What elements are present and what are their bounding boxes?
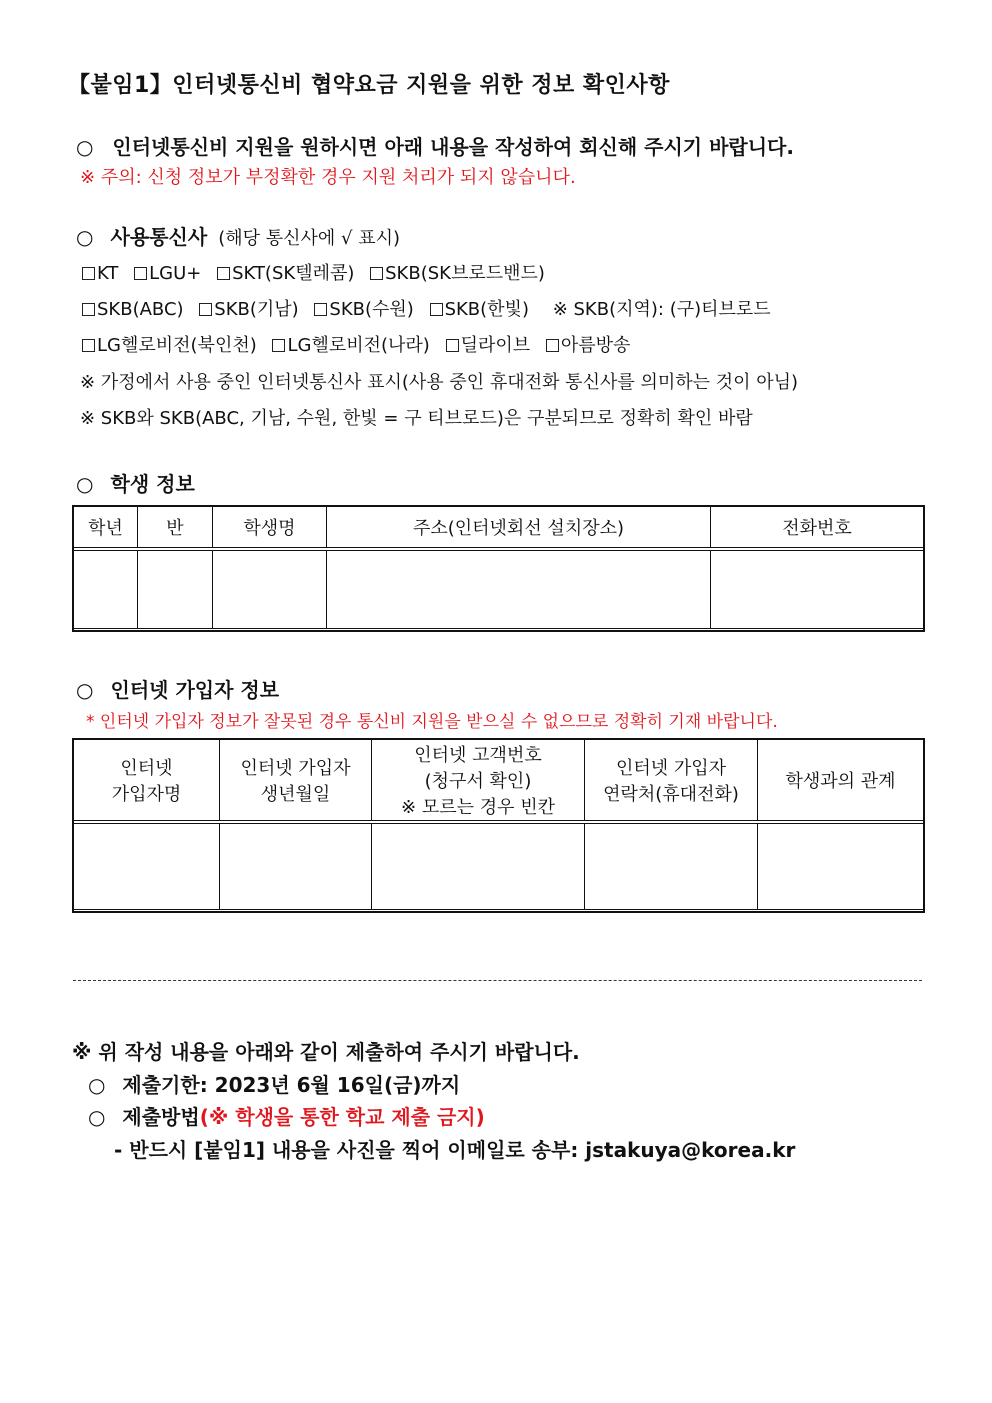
carrier-option-label: LG헬로비전(북인천) — [97, 335, 257, 356]
carrier-option[interactable] — [199, 299, 298, 320]
header-line: (청구서 확인) — [424, 770, 532, 792]
bullet: ○ — [76, 135, 94, 159]
method-label: 제출방법 — [122, 1105, 200, 1129]
submit-heading: ※ 위 작성 내용을 아래와 같이 제출하여 주시기 바랍니다. — [72, 1040, 580, 1064]
column-header: 주소(인터넷회선 설치장소) — [327, 507, 711, 549]
carrier-option-label: LGU+ — [149, 263, 202, 284]
header-line: ※ 모르는 경우 빈칸 — [401, 796, 555, 818]
column-header: 전화번호 — [711, 507, 924, 549]
table-row — [74, 549, 924, 629]
subscriber-heading-line — [76, 674, 279, 703]
customer-number-cell[interactable] — [372, 822, 585, 910]
carrier-option-label: KT — [97, 263, 119, 284]
carrier-option[interactable] — [82, 299, 184, 320]
header-line: 생년월일 — [260, 783, 331, 805]
checkbox[interactable] — [134, 267, 147, 280]
carrier-option-label: 딜라이브 — [460, 335, 531, 356]
header-line: 인터넷 가입자 — [615, 757, 727, 779]
carrier-region-note: ※ SKB(지역): (구)티브로드 — [552, 299, 771, 320]
checkbox[interactable] — [82, 303, 95, 316]
birthdate-cell[interactable] — [220, 822, 372, 910]
header-line: 가입자명 — [111, 783, 182, 805]
carrier-heading-note: (해당 통신사에 √ 표시) — [218, 228, 401, 249]
carrier-row-1 — [82, 259, 555, 285]
subscriber-name-cell[interactable] — [74, 822, 220, 910]
carrier-option[interactable] — [82, 263, 118, 284]
carrier-option-label: SKB(한빛) — [444, 299, 529, 320]
student-heading: 학생 정보 — [110, 472, 195, 496]
carrier-option[interactable] — [314, 299, 413, 320]
checkbox[interactable] — [314, 303, 327, 316]
carrier-option[interactable] — [370, 263, 545, 284]
bullet: ○ — [76, 225, 94, 249]
deadline-text: 제출기한: 2023년 6월 16일(금)까지 — [122, 1073, 461, 1097]
document-title: 【붙임1】인터넷통신비 협약요금 지원을 위한 정보 확인사항 — [68, 73, 670, 98]
carrier-option-label: SKB(ABC) — [97, 299, 184, 320]
carrier-heading: 사용통신사 — [110, 225, 208, 249]
table-header-row — [74, 507, 924, 549]
checkbox[interactable] — [546, 339, 559, 352]
carrier-note-2: ※ SKB와 SKB(ABC, 기남, 수원, 한빛 = 구 티브로드)은 구분되므로 정확히 확인 바람 — [80, 408, 753, 429]
carrier-option-label: 아름방송 — [560, 335, 631, 356]
carrier-option[interactable] — [430, 299, 529, 320]
carrier-option-label: SKB(SK브로드밴드) — [385, 263, 545, 284]
checkbox[interactable] — [272, 339, 285, 352]
carrier-heading-line — [76, 221, 400, 250]
subscriber-warning: * 인터넷 가입자 정보가 잘못된 경우 통신비 지원을 받으실 수 없으므로 정확히 기재 바랍니다. — [86, 712, 778, 732]
carrier-option[interactable] — [446, 335, 531, 356]
subscriber-info-table — [73, 739, 924, 910]
column-header: 학년 — [74, 507, 138, 549]
column-header: 학생명 — [213, 507, 327, 549]
cut-line-divider — [73, 980, 922, 981]
checkbox[interactable] — [82, 267, 95, 280]
carrier-option[interactable] — [272, 335, 429, 356]
student-name-cell[interactable] — [213, 549, 327, 629]
table-header-row — [74, 740, 924, 822]
method-warning: (※ 학생을 통한 학교 제출 금지) — [199, 1105, 485, 1129]
carrier-option[interactable] — [546, 335, 631, 356]
header-line: 인터넷 — [120, 757, 173, 779]
checkbox[interactable] — [82, 339, 95, 352]
checkbox[interactable] — [446, 339, 459, 352]
grade-cell[interactable] — [74, 549, 138, 629]
class-cell[interactable] — [138, 549, 213, 629]
intro-line — [76, 131, 794, 160]
bullet: ○ — [88, 1073, 106, 1097]
table-row — [74, 822, 924, 910]
checkbox[interactable] — [430, 303, 443, 316]
student-info-table — [73, 506, 924, 629]
bullet: ○ — [88, 1105, 106, 1129]
checkbox[interactable] — [370, 267, 383, 280]
bullet: ○ — [76, 678, 94, 702]
intro-text: 인터넷통신비 지원을 원하시면 아래 내용을 작성하여 회신해 주시기 바랍니다. — [112, 135, 794, 159]
column-header: 반 — [138, 507, 213, 549]
column-header-contact — [585, 740, 758, 822]
column-header-relationship: 학생과의 관계 — [758, 740, 924, 822]
address-cell[interactable] — [327, 549, 711, 629]
checkbox[interactable] — [199, 303, 212, 316]
relationship-cell[interactable] — [758, 822, 924, 910]
carrier-option-label: SKT(SK텔레콤) — [232, 263, 355, 284]
column-header-subscriber-name — [74, 740, 220, 822]
intro-warning: ※ 주의: 신청 정보가 부정확한 경우 지원 처리가 되지 않습니다. — [80, 167, 576, 188]
column-header-birthdate — [220, 740, 372, 822]
contact-cell[interactable] — [585, 822, 758, 910]
method-detail: - 반드시 [붙임1] 내용을 사진을 찍어 이메일로 송부: jstakuya@korea.kr — [114, 1138, 796, 1162]
header-line: 연락처(휴대전화) — [603, 783, 739, 805]
carrier-row-3 — [82, 331, 640, 357]
phone-cell[interactable] — [711, 549, 924, 629]
column-header-customer-number — [372, 740, 585, 822]
carrier-option[interactable] — [134, 263, 201, 284]
carrier-option[interactable] — [217, 263, 354, 284]
carrier-option-label: SKB(수원) — [329, 299, 414, 320]
method-line — [88, 1101, 485, 1130]
bullet: ○ — [76, 472, 94, 496]
carrier-option[interactable] — [82, 335, 257, 356]
deadline-line — [88, 1069, 460, 1098]
carrier-option-label: SKB(기남) — [214, 299, 299, 320]
header-line: 인터넷 고객번호 — [414, 744, 542, 766]
carrier-row-2 — [82, 295, 771, 321]
student-heading-line — [76, 468, 195, 497]
subscriber-heading: 인터넷 가입자 정보 — [110, 678, 280, 702]
header-line: 인터넷 가입자 — [240, 757, 351, 779]
carrier-note-1: ※ 가정에서 사용 중인 인터넷통신사 표시(사용 중인 휴대전화 통신사를 의미하는 것이 아님) — [80, 372, 799, 393]
checkbox[interactable] — [217, 267, 230, 280]
carrier-option-label: LG헬로비전(나라) — [287, 335, 430, 356]
